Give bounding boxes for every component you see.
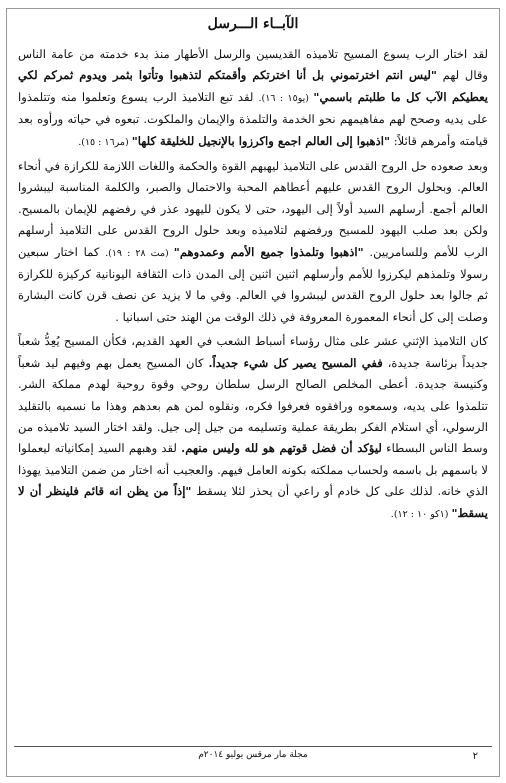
bible-quote: "ليس انتم اخترتموني بل أنا اخترتكم وأقمتكم لتذهبوا وتأتوا بثمر ويدوم ثمركم لكي يعطيكم الآب كل ما طلبتم باسمي" (18, 68, 489, 104)
paragraph-text: كان المسيح يعمل بهم وفيهم ليد شعباً وكنيسة جديدة. أعطى المخلص الصالح الرسل سلطان روحي وقوة روحية لهدم مملكة الشر. تتلمذوا على يديه، وسمعوه ورافقوه فعرفوا فكره، ونقلوه لمن هم بعدهم وهذا ما نسميه بالتقليد الرسولي، أي استلام الفكر بطريقة عملية وتسليمه من جيل إلى جيل. ولقد اختار السيد تلاميذه من وسط الناس البسطاء (18, 355, 489, 456)
paragraph-2 (18, 156, 488, 328)
page-title: الآبــاء الـــرسل (207, 16, 299, 32)
verse-reference: (يو١٥ : ١٦). (258, 92, 314, 104)
footer-divider (14, 746, 492, 747)
verse-reference: (مر١٦ : ١٥). (78, 136, 132, 148)
paragraph-text: وبعد صعوده حل الروح القدس على التلاميذ ليهبهم القوة والحكمة واللغات اللازمة للكرازة في أنحاء العالم. وبحلول الروح القدس عليهم أعطاهم المحبة والاحتمال والصبر، والكلمة المناسبة ليبشروا العالم أجمع. أرسلهم السيد أولاً إلى اليهود، حتى لا يكون لليهود عذر في رفضهم للإيمان بالمسيح. ولكن بعد صلب اليهود للمسيح ورفضهم لتلاميذه وبعد حلول الروح القدس على التلاميذ أرسلهم الرب للأمم وللسامريين. (18, 159, 488, 259)
page-number: ٢ (472, 751, 478, 762)
paragraph-text: لقد تبع التلاميذ الرب يسوع وتعلموا منه وتتلمذوا على يديه وصحح لهم مفاهيمهم نحو الخدمة والتلمذة والإيمان والملكوت. تبعوه في حياته ورأوه بعد قيامته وأمرهم قائلاً: (18, 89, 488, 148)
paragraph-1 (18, 44, 488, 153)
bible-quote: "اذهبوا إلى العالم اجمع واكرزوا بالإنجيل للخليقة كلها" (131, 133, 391, 148)
bible-quote: "إذاً من يظن انه قائم فلينظر أن لا يسقط" (18, 484, 488, 520)
article-body (18, 44, 488, 528)
verse-reference: (١كو ١٠ : ١٢). (390, 508, 452, 520)
paragraph-3 (18, 331, 488, 525)
paragraph-text: لقد وهبهم السيد إمكانياته ليعملوا لا باسمهم بل باسمه ولحساب مملكته بكونه العامل فيهم. والعجيب أنه اختار من ضمن التلاميذ يهوذا الذي خانه. لذلك على كل خادم أو راعي أن يحذر لئلا يسقط (18, 441, 489, 499)
verse-reference: (مت ٢٨ : ١٩). (105, 247, 174, 259)
bible-quote: "اذهبوا وتلمذوا جميع الأمم وعمدوهم" (173, 244, 364, 259)
paragraph-text: لقد اختار الرب يسوع المسيح تلاميذه القديسين والرسل الأطهار منذ بدء خدمته من عامة الناس وقال لهم (18, 47, 489, 83)
paragraph-text: كما اختار سبعين رسولا وتلمذهم ليكرزوا للأمم وأرسلهم اثنين اثنين إلى المدن ذات الثقافة اليونانية كركيزة للكرازة ثم جالوا بعد حلول الروح القدس ليبشروا في العالم. وفي ما لا يزيد عن نصف قرن كانت البشارة وصلت إلى كل أنحاء المعمورة المعروفة في ذلك الوقت من الهند حتى اسبانيا . (18, 244, 488, 324)
footer-magazine-name: مجلة مار مرقس يوليو ٢٠١٤م (198, 750, 308, 760)
emphasis-text: ليؤكد أن فضل قوتهم هو لله وليس منهم. (181, 441, 382, 456)
paragraph-text: كان التلاميذ الإثني عشر على مثال رؤساء أسباط الشعب في العهد القديم، فكأن المسيح يُعِدُّ شعباً جديداً برئاسة جديدة، (18, 334, 488, 370)
emphasis-text: ففي المسيح يصير كل شيء جديداً. (208, 355, 383, 370)
